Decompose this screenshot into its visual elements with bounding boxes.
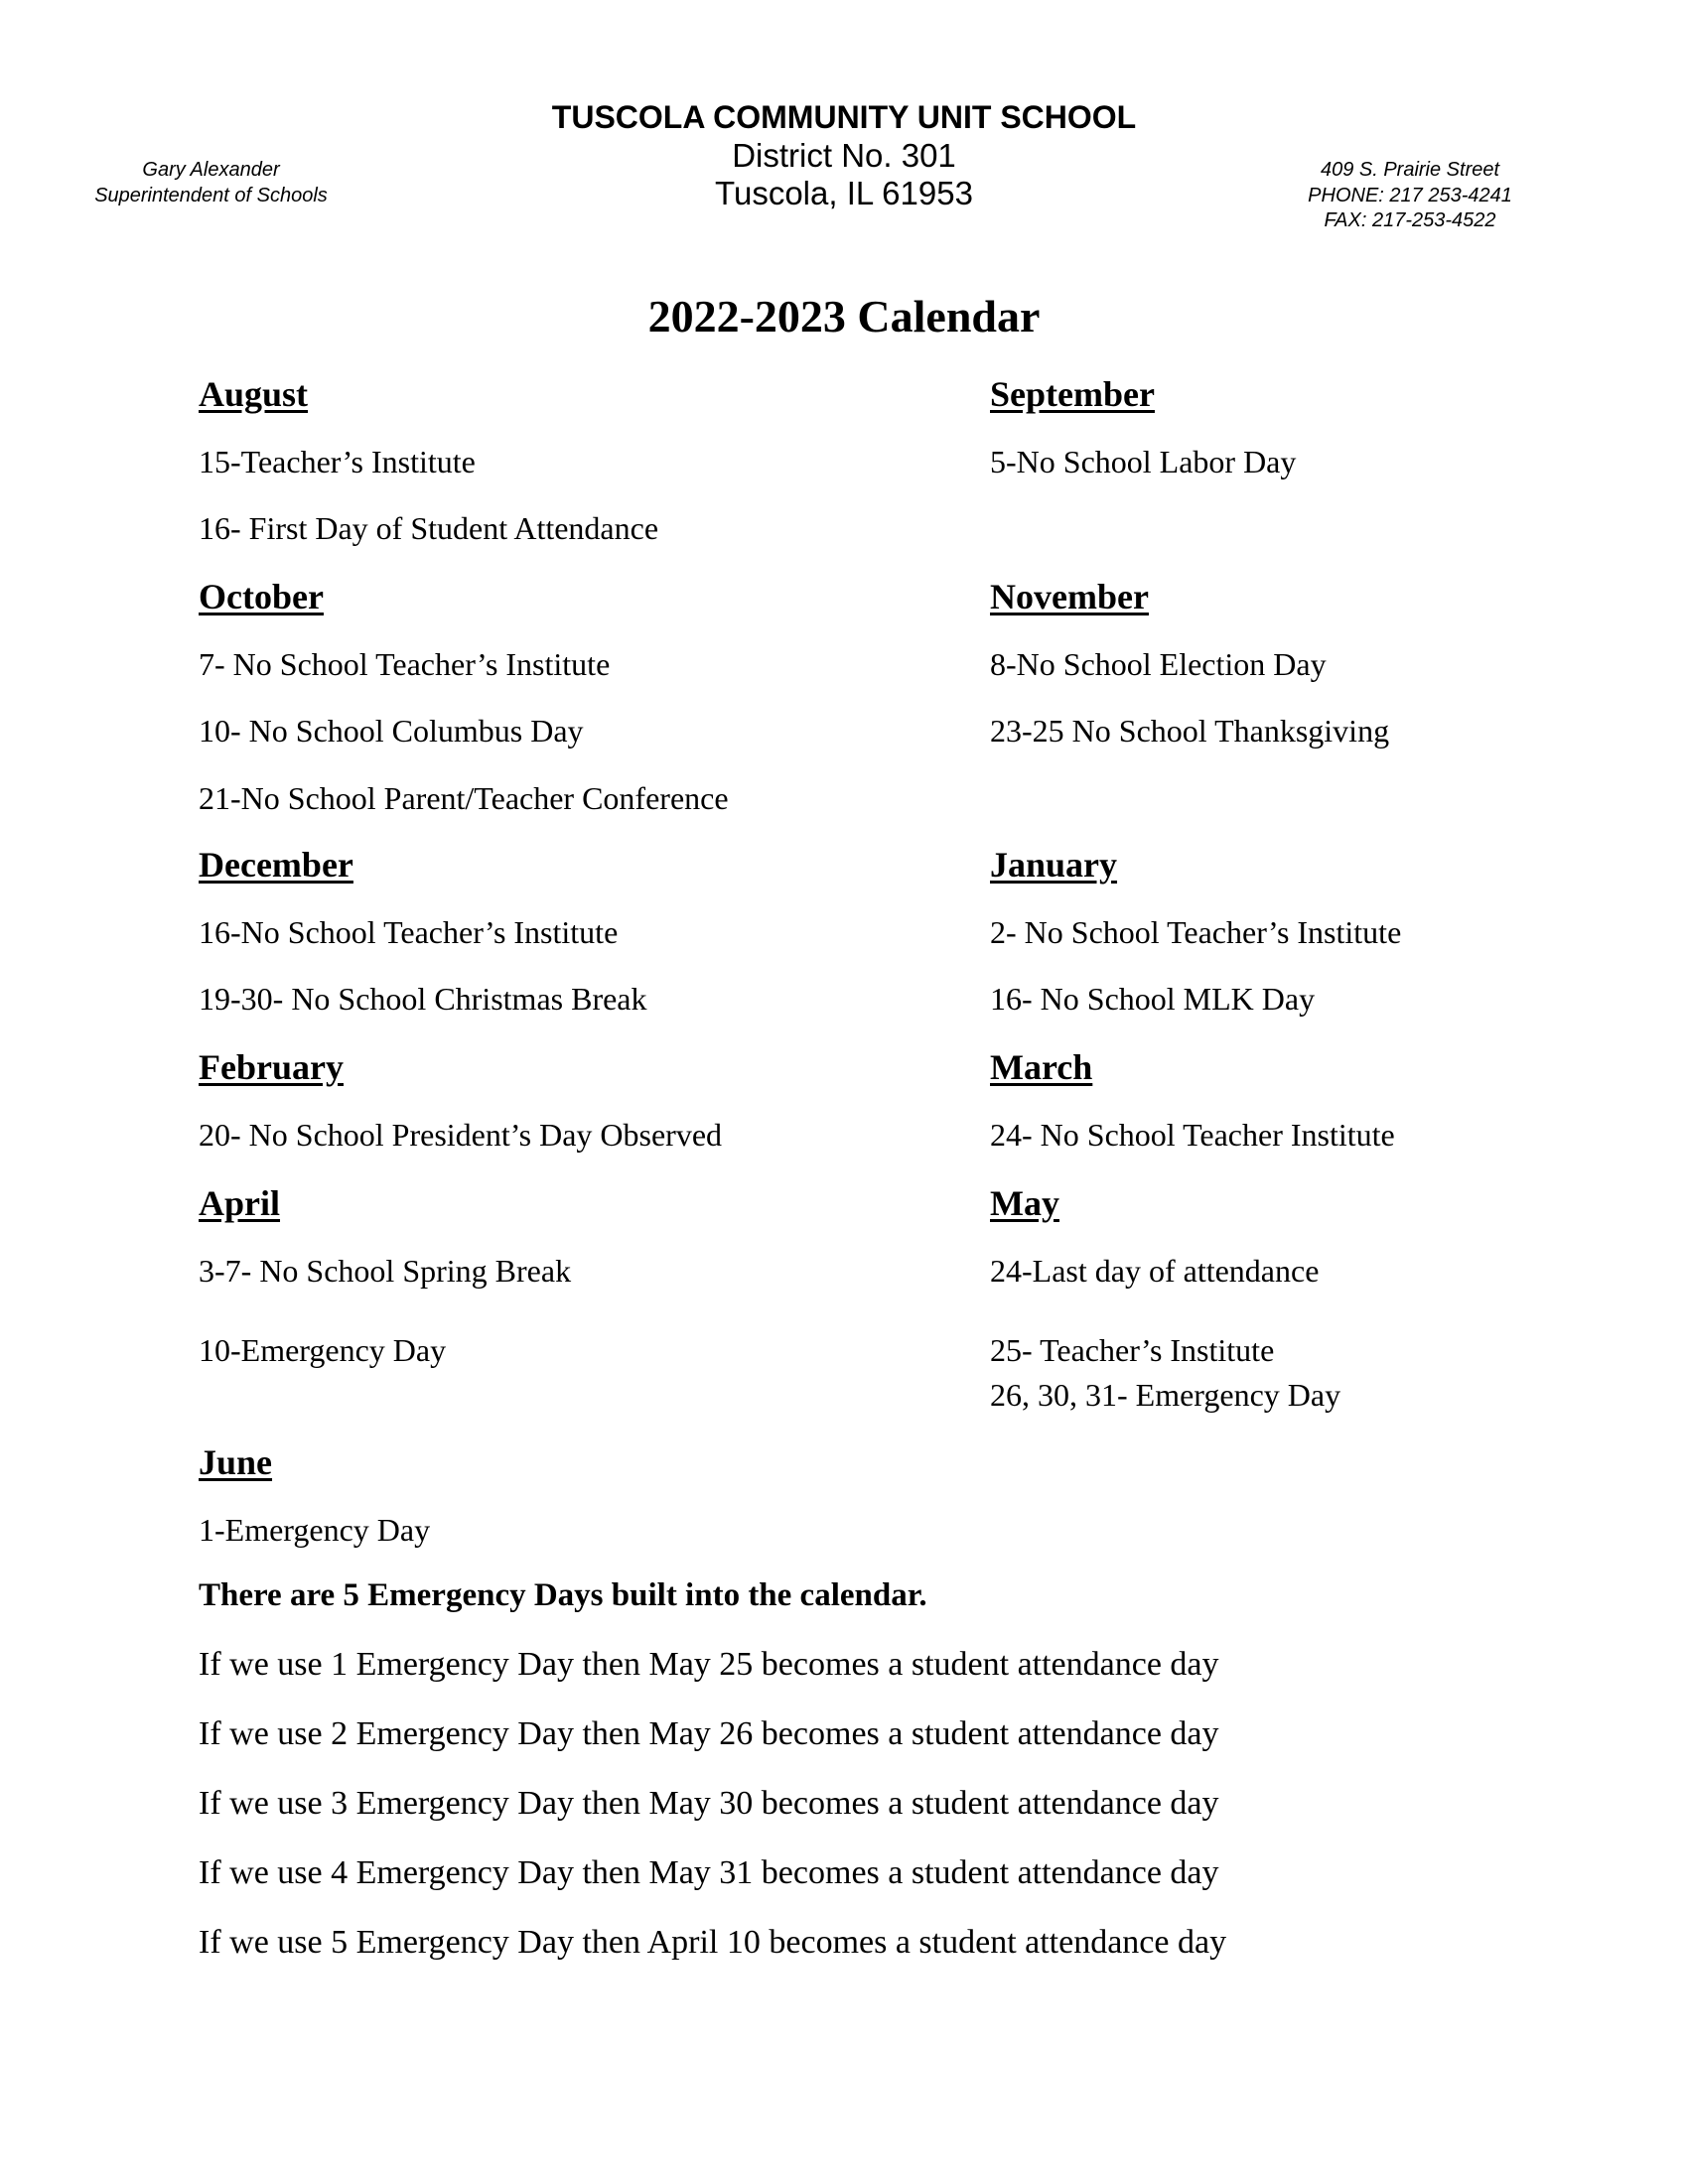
school-name: TUSCOLA COMMUNITY UNIT SCHOOL — [551, 99, 1137, 135]
calendar-entry: 15-Teacher’s Institute — [199, 444, 476, 479]
month-june: June — [199, 1442, 273, 1482]
calendar-entry: 26, 30, 31- Emergency Day — [990, 1377, 1341, 1413]
calendar-entry: 16- First Day of Student Attendance — [199, 510, 659, 546]
school-city: Tuscola, IL 61953 — [715, 175, 973, 211]
calendar-entry: 2- No School Teacher’s Institute — [990, 914, 1402, 950]
month-december: December — [199, 845, 353, 885]
calendar-entry: 21-No School Parent/Teacher Conference — [199, 780, 729, 816]
emergency-day-rule: If we use 5 Emergency Day then April 10 becomes a student attendance day — [199, 1924, 1227, 1961]
calendar-entry: 1-Emergency Day — [199, 1512, 431, 1548]
month-october: October — [199, 577, 324, 616]
emergency-day-rule: If we use 4 Emergency Day then May 31 becomes a student attendance day — [199, 1854, 1219, 1891]
month-august: August — [199, 374, 309, 414]
calendar-entry: 25- Teacher’s Institute — [990, 1332, 1275, 1368]
calendar-entry: 19-30- No School Christmas Break — [199, 981, 647, 1017]
month-may: May — [990, 1183, 1059, 1223]
calendar-entry: 24- No School Teacher Institute — [990, 1117, 1395, 1153]
month-september: September — [990, 374, 1155, 414]
emergency-day-rule: If we use 3 Emergency Day then May 30 becomes a student attendance day — [199, 1785, 1219, 1822]
calendar-entry: 24-Last day of attendance — [990, 1253, 1320, 1289]
month-february: February — [199, 1047, 344, 1087]
district-number: District No. 301 — [732, 137, 956, 174]
calendar-entry: 10- No School Columbus Day — [199, 713, 584, 749]
emergency-day-rule: If we use 1 Emergency Day then May 25 becomes a student attendance day — [199, 1646, 1219, 1683]
superintendent-title: Superintendent of Schools — [94, 185, 328, 206]
calendar-title: 2022-2023 Calendar — [647, 291, 1041, 341]
fax-number: FAX: 217-253-4522 — [1324, 209, 1496, 231]
superintendent-name: Gary Alexander — [142, 159, 280, 181]
calendar-entry: 5-No School Labor Day — [990, 444, 1297, 479]
calendar-entry: 8-No School Election Day — [990, 646, 1327, 682]
calendar-entry: 16-No School Teacher’s Institute — [199, 914, 619, 950]
emergency-day-rule: If we use 2 Emergency Day then May 26 becomes a student attendance day — [199, 1715, 1219, 1752]
calendar-entry: 10-Emergency Day — [199, 1332, 447, 1368]
month-april: April — [199, 1183, 281, 1223]
month-january: January — [990, 845, 1118, 885]
calendar-entry: 23-25 No School Thanksgiving — [990, 713, 1390, 749]
street-address: 409 S. Prairie Street — [1320, 159, 1500, 181]
calendar-entry: 16- No School MLK Day — [990, 981, 1316, 1017]
calendar-entry: 20- No School President’s Day Observed — [199, 1117, 723, 1153]
phone-number: PHONE: 217 253-4241 — [1308, 185, 1512, 206]
calendar-entry: 7- No School Teacher’s Institute — [199, 646, 611, 682]
month-november: November — [990, 577, 1149, 616]
emergency-days-heading: There are 5 Emergency Days built into the calendar. — [199, 1577, 927, 1613]
calendar-entry: 3-7- No School Spring Break — [199, 1253, 572, 1289]
month-march: March — [990, 1047, 1093, 1087]
